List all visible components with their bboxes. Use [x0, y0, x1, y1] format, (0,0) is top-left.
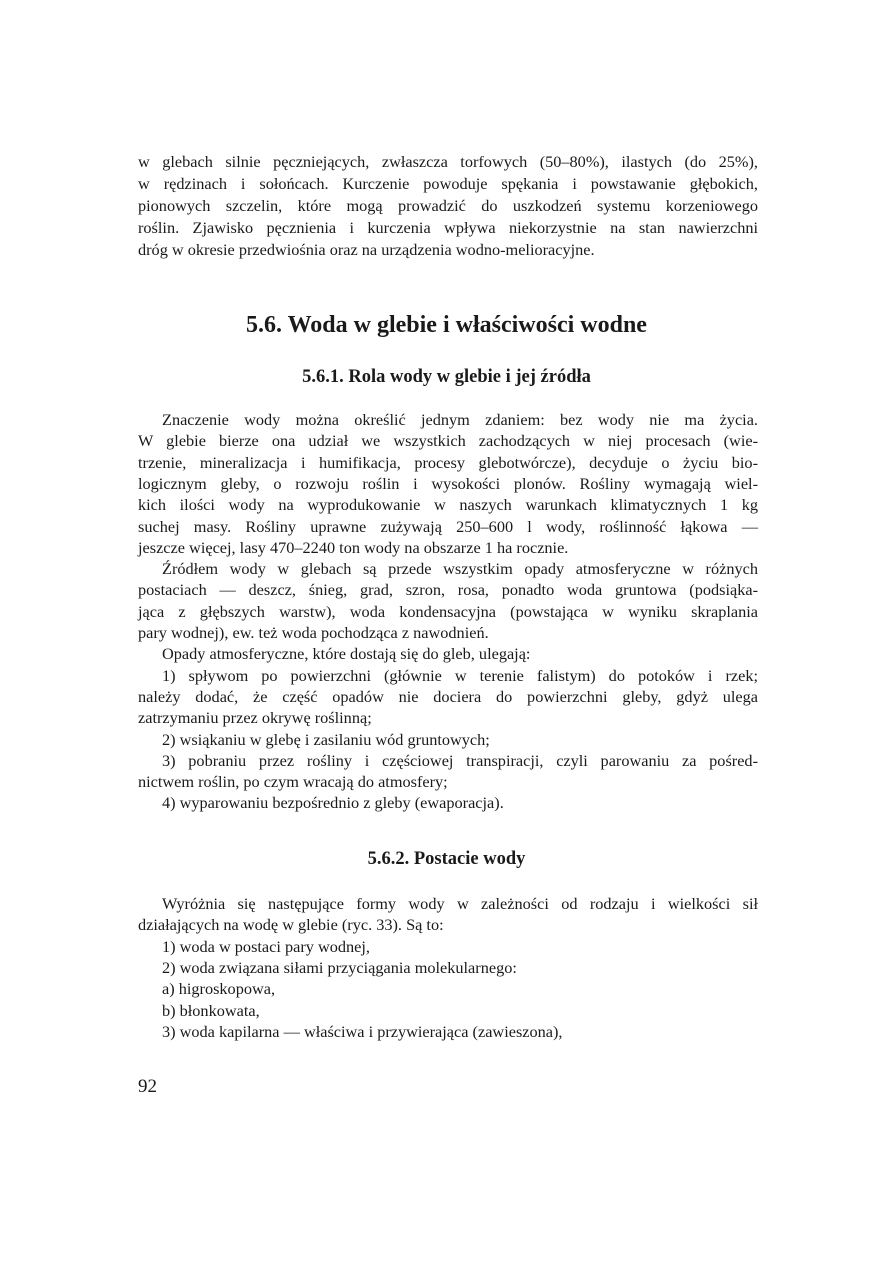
text-line: Wyróżnia się następujące formy wody w zależności od rodzaju i wielkości sił	[162, 894, 758, 913]
text-line: postaciach — deszcz, śnieg, grad, szron, rosa, ponadto woda gruntowa (podsiąka-	[138, 580, 758, 600]
text-line: nictwem roślin, po czym wracają do atmosfery;	[138, 772, 448, 792]
text-line: suchej masy. Rośliny uprawne zużywają 250–600 l wody, roślinność łąkowa —	[138, 516, 758, 536]
text-line: trzenie, mineralizacja i humifikacja, procesy glebotwórcze), decyduje o życiu bio-	[138, 452, 758, 472]
text-line: w glebach silnie pęczniejących, zwłaszcza torfowych (50–80%), ilastych (do 25%),	[138, 152, 758, 171]
text-line: jąca z głębszych warstw), woda kondensacyjna (powstająca w wyniku skraplania	[138, 601, 758, 621]
text-line: b) błonkowata,	[162, 1000, 260, 1020]
subsection-heading-5-6-2: 5.6.2. Postacie wody	[367, 849, 526, 869]
text-line: dróg w okresie przedwiośnia oraz na urządzenia wodno-melioracyjne.	[138, 240, 595, 259]
text-line: 1) spływom po powierzchni (głównie w terenie falistym) do potoków i rzek;	[162, 665, 758, 685]
text-line: W glebie bierze ona udział we wszystkich zachodzących w niej procesach (wie-	[138, 431, 758, 451]
text-line: w rędzinach i sołońcach. Kurczenie powoduje spękania i powstawanie głębokich,	[138, 174, 758, 193]
text-line: 2) wsiąkaniu w glebę i zasilaniu wód gruntowych;	[162, 729, 490, 749]
text-line: 1) woda w postaci pary wodnej,	[162, 936, 370, 956]
text-line: 4) wyparowaniu bezpośrednio z gleby (ewaporacja).	[162, 793, 504, 813]
text-line: Opady atmosferyczne, które dostają się do gleb, ulegają:	[162, 644, 531, 664]
text-line: jeszcze więcej, lasy 470–2240 ton wody na obszarze 1 ha rocznie.	[138, 537, 569, 557]
text-line: roślin. Zjawisko pęcznienia i kurczenia wpływa niekorzystnie na stan nawierzchni	[138, 218, 758, 237]
text-line: Źródłem wody w glebach są przede wszystkim opady atmosferyczne w różnych	[162, 559, 758, 579]
subsection-heading-5-6-1: 5.6.1. Rola wody w glebie i jej źródła	[302, 367, 591, 387]
text-line: 3) pobraniu przez rośliny i częściowej transpiracji, czyli parowaniu za pośred-	[162, 750, 758, 770]
text-line: pary wodnej), ew. też woda pochodząca z nawodnień.	[138, 623, 489, 642]
text-line: 2) woda związana siłami przyciągania molekularnego:	[162, 957, 517, 977]
text-line: Znaczenie wody można określić jednym zdaniem: bez wody nie ma życia.	[162, 410, 758, 429]
text-line: pionowych szczelin, które mogą prowadzić do uszkodzeń systemu korzeniowego	[138, 196, 758, 215]
page-number: 92	[138, 1076, 157, 1097]
text-line: zatrzymaniu przez okrywę roślinną;	[138, 708, 372, 728]
text-line: działających na wodę w glebie (ryc. 33). Są to:	[138, 915, 444, 935]
text-line: należy dodać, że część opadów nie dociera do powierzchni gleby, gdyż ulega	[138, 686, 758, 706]
text-line: 3) woda kapilarna — właściwa i przywierająca (zawieszona),	[162, 1021, 563, 1041]
section-heading: 5.6. Woda w glebie i właściwości wodne	[246, 312, 647, 338]
text-line: kich ilości wody na wyprodukowanie w naszych warunkach klimatycznych 1 kg	[138, 495, 758, 515]
text-line: logicznym gleby, o rozwoju roślin i wysokości plonów. Rośliny wymagają wiel-	[138, 473, 758, 493]
text-line: a) higroskopowa,	[162, 979, 276, 999]
